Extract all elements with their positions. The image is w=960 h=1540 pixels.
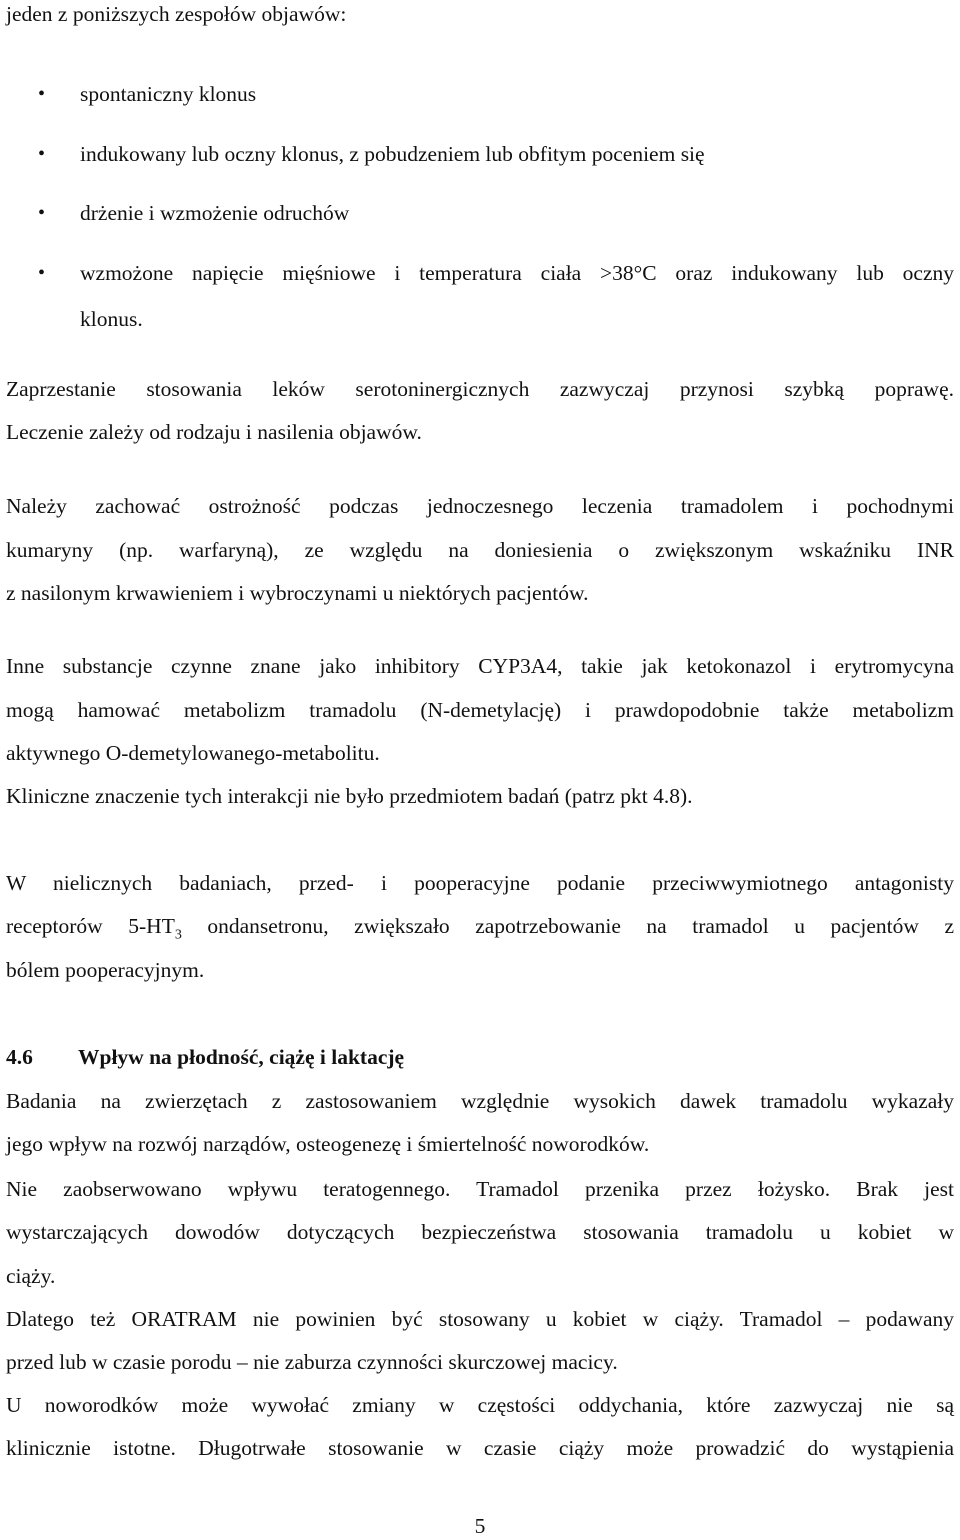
section-number: 4.6	[6, 1045, 33, 1069]
bullet-item: spontaniczny klonus	[80, 82, 257, 106]
subscript: 3	[174, 927, 182, 943]
paragraph-line: przed lub w czasie porodu – nie zaburza czynności skurczowej macicy.	[6, 1350, 618, 1374]
bullet-dot	[38, 259, 50, 287]
section-title: Wpływ na płodność, ciążę i laktację	[78, 1045, 405, 1069]
paragraph-line: Badania na zwierzętach z zastosowaniem względnie wysokich dawek tramadolu wykazały	[6, 1089, 954, 1113]
paragraph-line: Zaprzestanie stosowania leków serotoninergicznych zazwyczaj przynosi szybką poprawę.	[6, 377, 954, 401]
paragraph-line: mogą hamować metabolizm tramadolu (N-demetylację) i prawdopodobnie także metabolizm	[6, 698, 954, 722]
intro-line: jeden z poniższych zespołów objawów:	[6, 2, 347, 26]
bullet-dot	[38, 199, 50, 227]
paragraph-line: Inne substancje czynne znane jako inhibitory CYP3A4, takie jak ketokonazol i erytromycyna	[6, 654, 954, 678]
paragraph-line: z nasilonym krwawieniem i wybroczynami u niektórych pacjentów.	[6, 581, 589, 605]
paragraph-line: klinicznie istotne. Długotrwałe stosowanie w czasie ciąży może prowadzić do wystąpienia	[6, 1436, 954, 1460]
bullet-item: wzmożone napięcie mięśniowe i temperatura ciała >38°C oraz indukowany lub oczny	[80, 261, 954, 285]
paragraph-line: Należy zachować ostrożność podczas jednoczesnego leczenia tramadolem i pochodnymi	[6, 494, 954, 518]
paragraph-line: jego wpływ na rozwój narządów, osteogenezę i śmiertelność noworodków.	[6, 1132, 650, 1156]
paragraph-line: Leczenie zależy od rodzaju i nasilenia objawów.	[6, 420, 422, 444]
paragraph-line: Nie zaobserwowano wpływu teratogennego. Tramadol przenika przez łożysko. Brak jest	[6, 1177, 954, 1201]
bullet-dot	[38, 140, 50, 168]
paragraph-line: ciąży.	[6, 1264, 56, 1288]
text-segment: ondansetronu, zwiększało zapotrzebowanie na tramadol u pacjentów z	[181, 914, 954, 938]
bullet-item: indukowany lub oczny klonus, z pobudzeniem lub obfitym poceniem się	[80, 142, 705, 166]
paragraph-line: Kliniczne znaczenie tych interakcji nie było przedmiotem badań (patrz pkt 4.8).	[6, 784, 693, 808]
text-segment: receptorów 5-HT	[6, 914, 175, 938]
bullet-item-continuation: klonus.	[80, 307, 143, 331]
paragraph-line: W nielicznych badaniach, przed- i pooperacyjne podanie przeciwwymiotnego antagonisty	[6, 871, 954, 895]
paragraph-line: Dlatego też ORATRAM nie powinien być stosowany u kobiet w ciąży. Tramadol – podawany	[6, 1307, 954, 1331]
paragraph-line: U noworodków może wywołać zmiany w częstości oddychania, które zazwyczaj nie są	[6, 1393, 954, 1417]
bullet-dot	[38, 80, 50, 108]
paragraph-line: bólem pooperacyjnym.	[6, 958, 205, 982]
paragraph-line: aktywnego O-demetylowanego-metabolitu.	[6, 741, 380, 765]
paragraph-line: wystarczających dowodów dotyczących bezpieczeństwa stosowania tramadolu u kobiet w	[6, 1220, 954, 1244]
paragraph-line-with-subscript	[6, 912, 954, 949]
bullet-item: drżenie i wzmożenie odruchów	[80, 201, 350, 225]
paragraph-line: kumaryny (np. warfaryną), ze względu na doniesienia o zwiększonym wskaźniku INR	[6, 538, 954, 562]
page-number: 5	[474, 1514, 486, 1538]
